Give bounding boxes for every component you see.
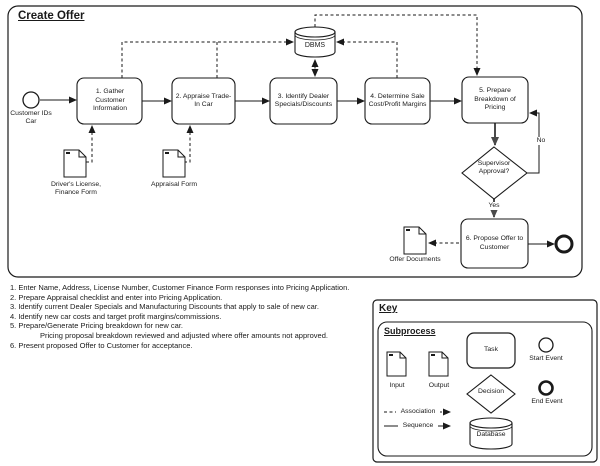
key-input-label: Input — [389, 382, 405, 389]
task6-label: 6. Propose Offer to Customer — [465, 235, 524, 251]
key-input-doc-icon — [387, 352, 406, 376]
decision-label: Supervisor Approval? — [477, 160, 511, 176]
appraisal-form-doc-icon — [163, 150, 185, 177]
key-sequence-label: Sequence — [398, 422, 438, 430]
task3-label: 3. Identify Dealer Specials/Discounts — [274, 92, 333, 108]
note-line-3: 3. Identify current Dealer Specials and Manufacturing Discounts that apply to sale of new car. — [10, 302, 319, 312]
key-start-event-label: Start Event — [529, 355, 563, 362]
note-line-2: 2. Prepare Appraisal checklist and enter into Pricing Application. — [10, 292, 223, 302]
drivers-license-doc-icon — [64, 150, 86, 177]
key-title: Key — [379, 303, 398, 314]
key-subprocess-title: Subprocess — [384, 326, 436, 336]
key-output-label: Output — [428, 382, 450, 389]
task4-label: 4. Determine Sale Cost/Profit Margins — [368, 92, 427, 108]
key-end-event-label: End Event — [531, 398, 563, 405]
decision-no-label: No — [531, 137, 551, 145]
start-event-circle — [23, 92, 39, 108]
decision-yes-label: Yes — [483, 202, 505, 210]
note-line-1: 1. Enter Name, Address, License Number, Customer Finance Form responses into Pricing Application. — [10, 283, 350, 292]
note-line-5b: Pricing proposal breakdown reviewed and adjusted where offer amounts not approved. — [40, 330, 328, 340]
task1-label: 1. Gather Customer Information — [92, 88, 127, 113]
offer-documents-doc-label: Offer Documents — [389, 256, 441, 263]
note-line-5: 5. Prepare/Generate Pricing breakdown for new car. — [10, 321, 184, 331]
dbms-label: DBMS — [304, 41, 326, 49]
appraisal-form-doc-label: Appraisal Form — [150, 181, 198, 188]
key-association-label: Association — [396, 408, 440, 416]
task5-label: 5. Prepare Breakdown of Pricing — [474, 87, 516, 112]
key-output-doc-icon — [429, 352, 448, 376]
start-event-label: Customer IDs Car — [10, 110, 52, 126]
key-database-label: Database — [476, 431, 506, 438]
key-decision-label: Decision — [477, 388, 505, 395]
end-event-circle — [556, 236, 572, 252]
drivers-license-doc-label: Driver's License, Finance Form — [50, 181, 102, 197]
diagram-title: Create Offer — [18, 10, 85, 22]
note-line-4: 4. Identify new car costs and target profit margins/commissions. — [10, 311, 222, 321]
task2-label: 2. Appraise Trade-In Car — [175, 92, 232, 108]
offer-documents-doc-icon — [404, 227, 426, 254]
note-line-6: 6. Present proposed Offer to Customer for acceptance. — [10, 340, 193, 350]
key-task-label: Task — [484, 346, 498, 354]
key-end-event-circle — [540, 382, 553, 395]
